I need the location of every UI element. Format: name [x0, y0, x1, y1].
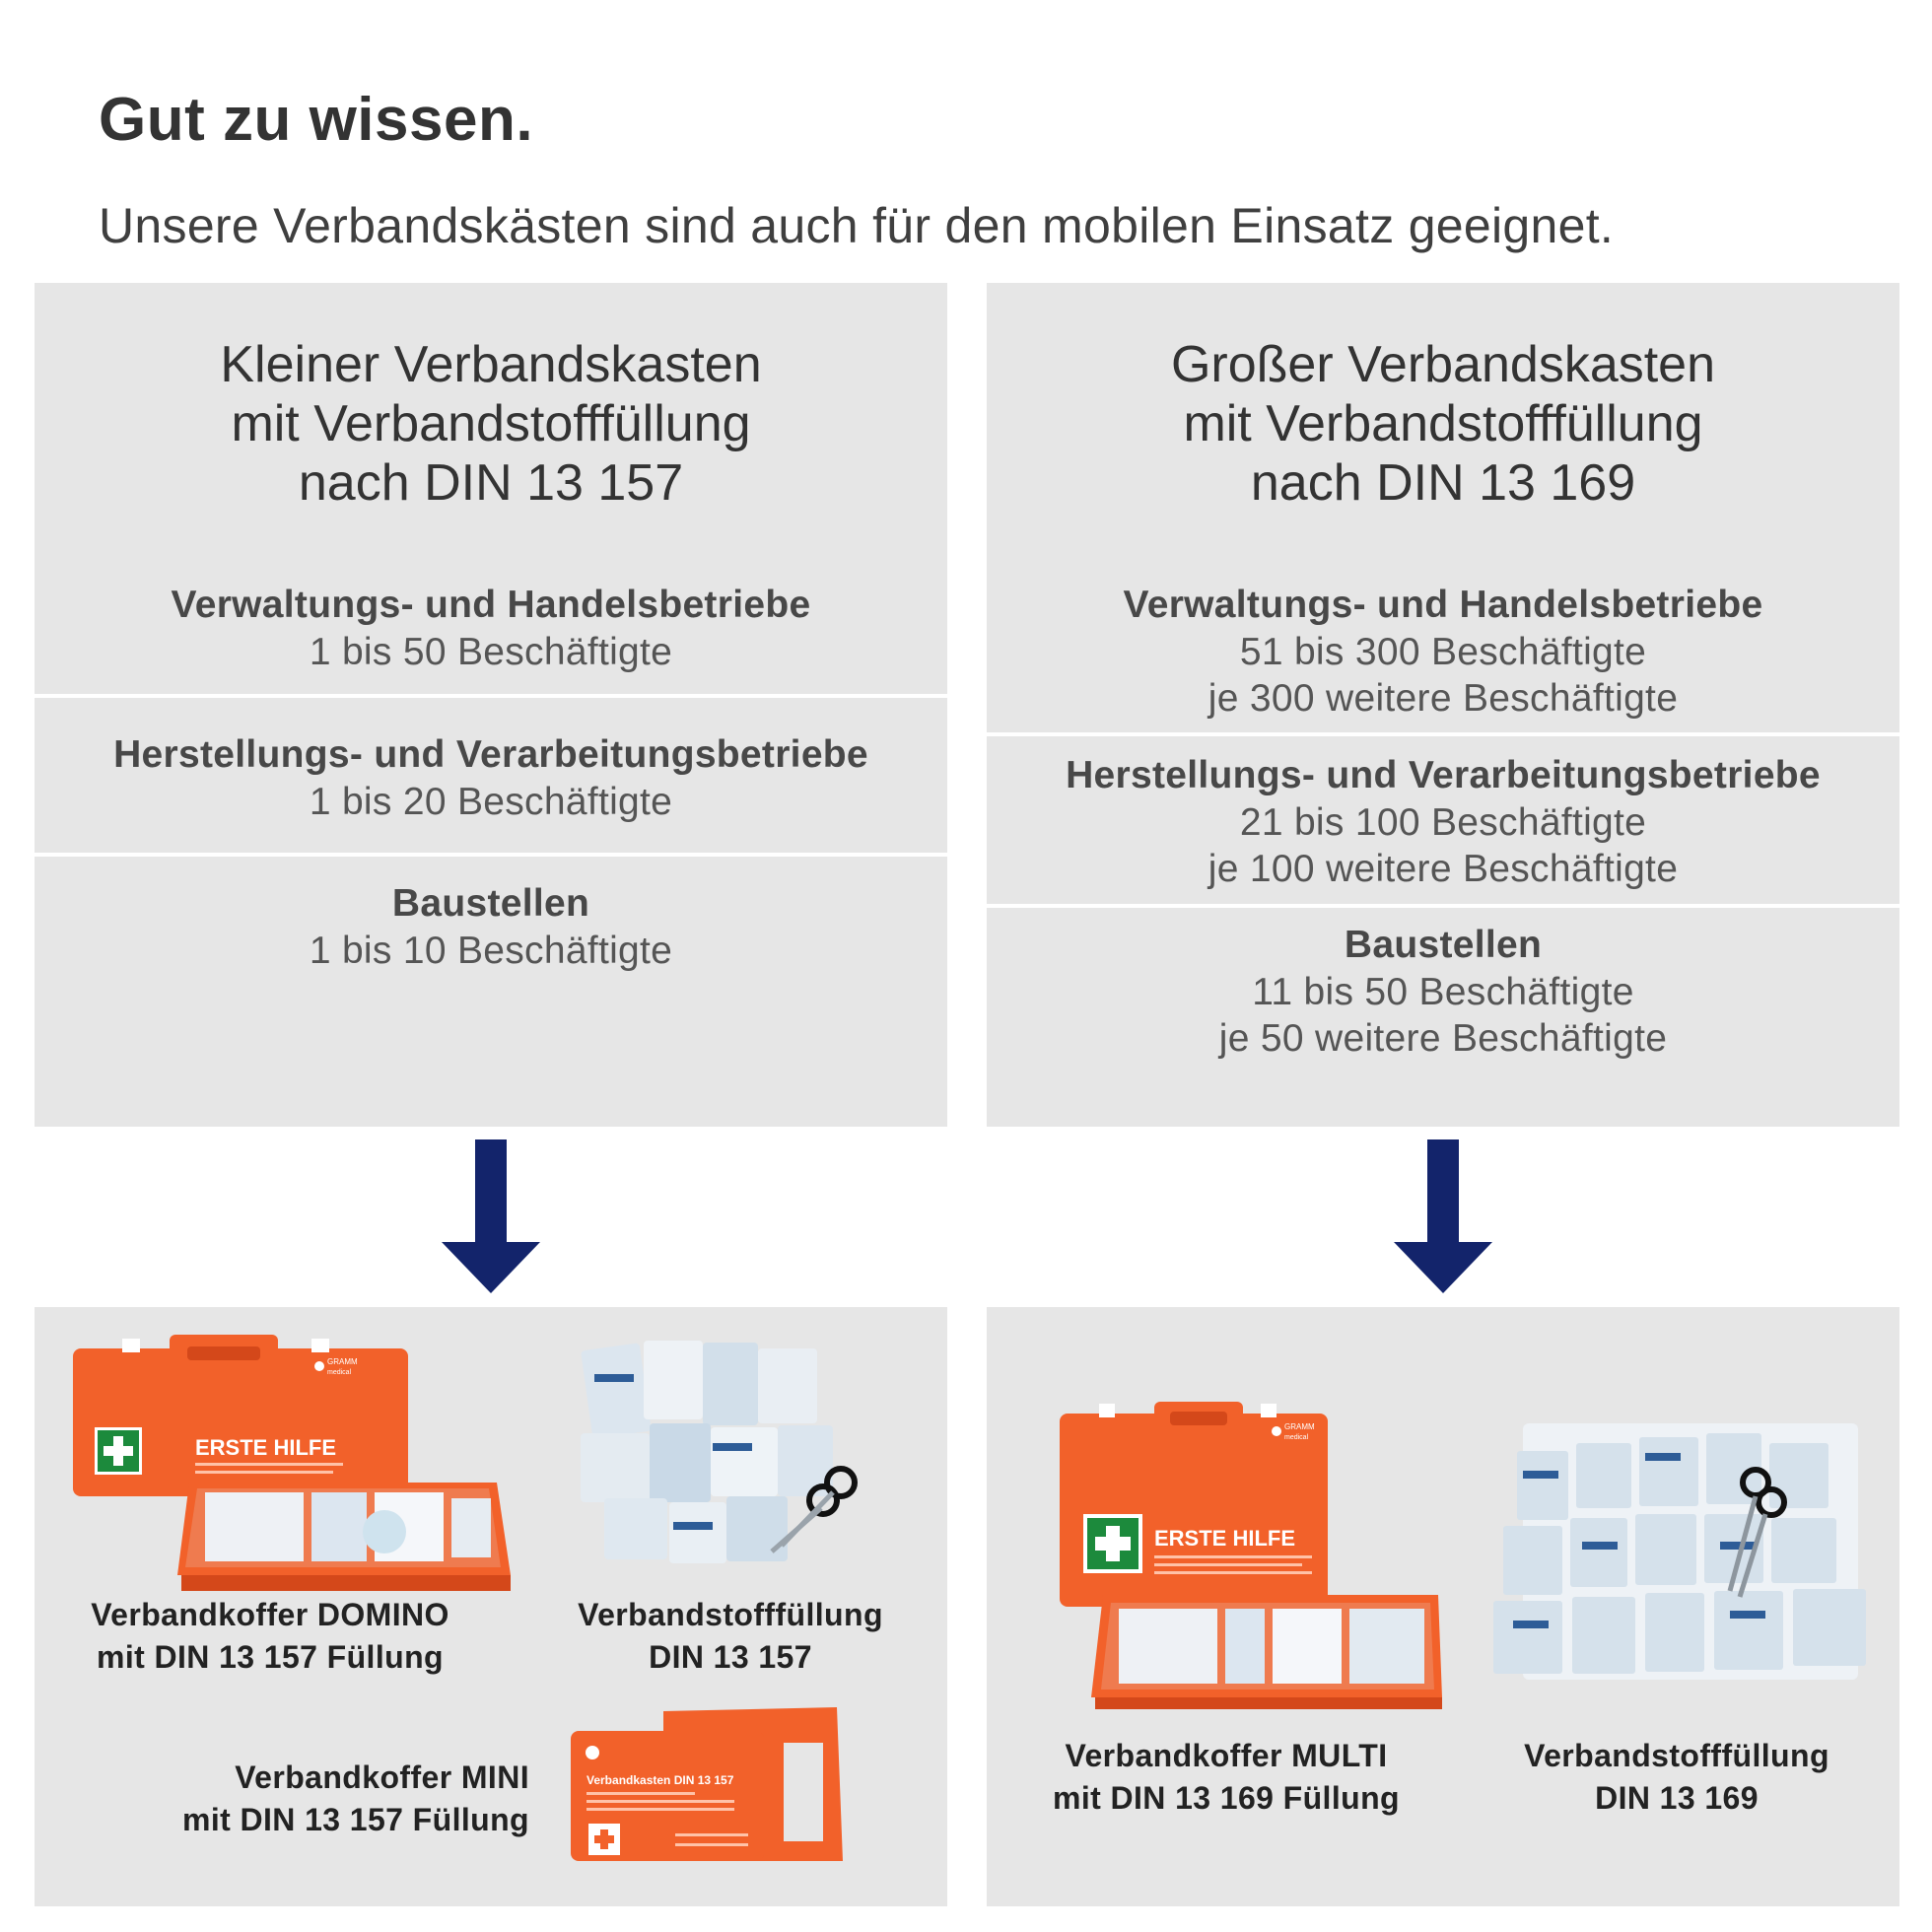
panel-title — [34, 335, 947, 513]
section-construction — [987, 922, 1899, 1062]
section-line: 1 bis 10 Beschäftigte — [309, 930, 673, 972]
first-aid-case-multi-image — [1060, 1402, 1442, 1711]
caption-line: mit DIN 13 169 Füllung — [1053, 1780, 1400, 1816]
first-aid-case-mini-image — [571, 1707, 847, 1867]
product-panel-large-kit — [987, 1307, 1899, 1906]
panel-title-line: Großer Verbandskasten — [1170, 336, 1716, 393]
caption-line: Verbandstofffüllung — [578, 1597, 883, 1632]
section-title: Herstellungs- und Verarbeitungsbetriebe — [113, 733, 868, 776]
bandage-refill-image — [575, 1335, 861, 1581]
caption-line: DIN 13 169 — [1595, 1780, 1759, 1816]
page-subtitle: Unsere Verbandskästen sind auch für den mobilen Einsatz geeignet. — [99, 198, 1615, 253]
section-construction — [34, 880, 947, 974]
divider — [34, 694, 947, 698]
section-line: 1 bis 50 Beschäftigte — [309, 631, 673, 673]
product-caption-multi — [1006, 1735, 1446, 1820]
panel-title-line: nach DIN 13 169 — [1250, 454, 1636, 512]
section-title: Baustellen — [391, 882, 590, 925]
section-manufacturing — [34, 731, 947, 825]
section-line: 51 bis 300 Beschäftigte — [1239, 631, 1647, 673]
section-line: je 50 weitere Beschäftigte — [1218, 1017, 1668, 1060]
panel-title-line: Kleiner Verbandskasten — [220, 336, 762, 393]
product-caption-domino — [42, 1594, 498, 1679]
arrow-down-icon — [1394, 1139, 1492, 1293]
info-panel-large-kit — [987, 283, 1899, 1127]
caption-line: Verbandkoffer MINI — [235, 1760, 529, 1795]
caption-line: mit DIN 13 157 Füllung — [182, 1802, 529, 1837]
caption-line: Verbandkoffer DOMINO — [91, 1597, 449, 1632]
caption-line: mit DIN 13 157 Füllung — [97, 1639, 444, 1675]
panel-title — [987, 335, 1899, 513]
panel-title-line: mit Verbandstofffüllung — [231, 395, 751, 452]
product-caption-refill-169 — [1480, 1735, 1874, 1820]
section-admin-trade — [34, 582, 947, 675]
arrow-down-icon — [442, 1139, 540, 1293]
mini-case-label-text: Verbandkasten DIN 13 157 — [586, 1773, 734, 1787]
product-caption-refill-157 — [533, 1594, 928, 1679]
section-line: 11 bis 50 Beschäftigte — [1252, 971, 1634, 1013]
divider — [987, 732, 1899, 736]
divider — [987, 904, 1899, 908]
brand-logo-text: GRAMM — [327, 1357, 358, 1366]
caption-line: Verbandkoffer MULTI — [1065, 1738, 1388, 1773]
caption-line: DIN 13 157 — [649, 1639, 812, 1675]
section-line: je 300 weitere Beschäftigte — [1208, 677, 1679, 720]
section-title: Baustellen — [1344, 924, 1543, 966]
case-label-text: ERSTE HILFE — [195, 1435, 337, 1460]
section-title: Verwaltungs- und Handelsbetriebe — [171, 584, 811, 626]
caption-line: Verbandstofffüllung — [1524, 1738, 1829, 1773]
info-panel-small-kit — [34, 283, 947, 1127]
section-manufacturing — [987, 752, 1899, 892]
section-title: Verwaltungs- und Handelsbetriebe — [1123, 584, 1763, 626]
section-line: 1 bis 20 Beschäftigte — [309, 781, 673, 823]
brand-logo-subtext: medical — [327, 1369, 352, 1376]
bandage-refill-image — [1493, 1423, 1880, 1709]
product-panel-small-kit — [34, 1307, 947, 1906]
panel-title-line: nach DIN 13 157 — [298, 454, 684, 512]
brand-logo-subtext: medical — [1284, 1434, 1309, 1441]
section-line: 21 bis 100 Beschäftigte — [1239, 801, 1647, 844]
section-line: je 100 weitere Beschäftigte — [1208, 848, 1679, 890]
brand-logo-text: GRAMM — [1284, 1422, 1315, 1431]
panel-title-line: mit Verbandstofffüllung — [1183, 395, 1703, 452]
page-title: Gut zu wissen. — [99, 86, 534, 154]
section-admin-trade — [987, 582, 1899, 722]
first-aid-case-domino-image — [71, 1335, 511, 1593]
product-caption-mini — [94, 1757, 529, 1841]
case-label-text: ERSTE HILFE — [1154, 1526, 1296, 1551]
divider — [34, 853, 947, 857]
section-title: Herstellungs- und Verarbeitungsbetriebe — [1066, 754, 1821, 796]
